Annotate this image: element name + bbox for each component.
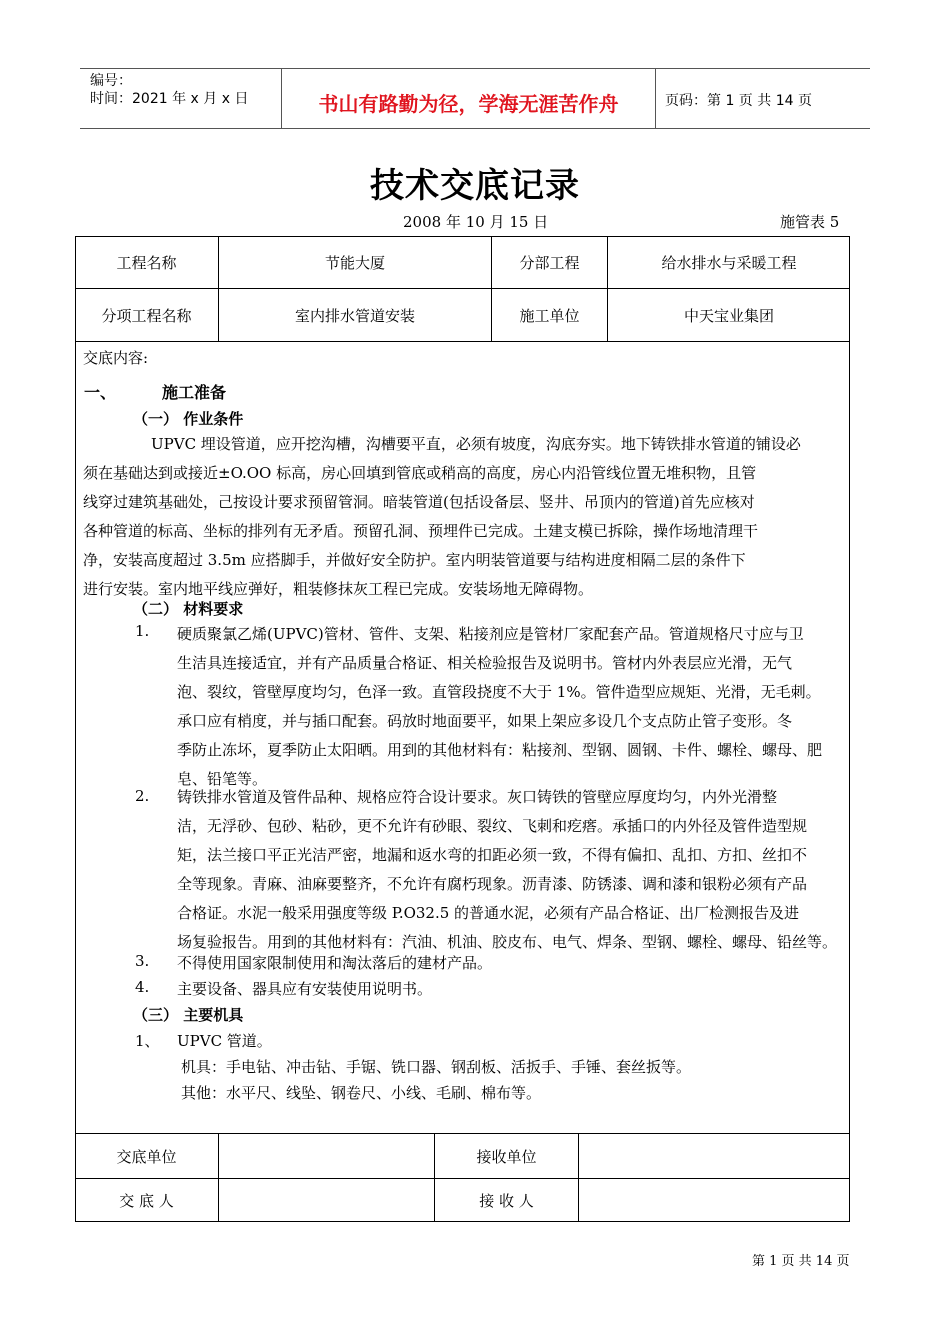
paragraph-line: 合格证。水泥一般采用强度等级 P.O32.5 的普通水泥，必须有产品合格证、出厂检测报告及进 [177, 904, 800, 922]
header-motto: 书山有路勤为径，学海无涯苦作舟 [318, 92, 619, 116]
paragraph-line: 洁，无浮砂、包砂、粘砂，更不允许有砂眼、裂纹、飞刺和疙瘩。承插口的内外径及管件造型规 [177, 817, 808, 835]
list-number: 2. [135, 787, 150, 805]
header-time: 时间：2021 年 x 月 x 日 [90, 91, 249, 107]
construction-unit-label: 施工单位 [519, 306, 580, 325]
subsection-title: （二） 材料要求 [133, 600, 244, 618]
project-name-value: 节能大厦 [324, 254, 385, 272]
paragraph-line: 皂、铅笔等。 [177, 770, 268, 788]
document-date: 2008 年 10 月 15 日 [403, 213, 549, 231]
material-item: 不得使用国家限制使用和淘汰落后的建材产品。 [177, 954, 493, 972]
paragraph-line: 硬质聚氯乙烯(UPVC)管材、管件、支架、粘接剂应是管材厂家配套产品。管道规格尺寸应与卫 [177, 625, 804, 643]
division-label: 分部工程 [519, 254, 580, 272]
header-divider [655, 68, 656, 128]
paragraph-line: 生洁具连接适宜，并有产品质量合格证、相关检验报告及说明书。管材内外表层应光滑，无气 [177, 654, 793, 672]
paragraph-line: 各种管道的标高、坐标的排列有无矛盾。预留孔洞、预埋件已完成。土建支模已拆除，操作场地清理干 [83, 522, 759, 540]
receiver-label: 接 收 人 [479, 1192, 534, 1210]
header-bottom-rule [80, 128, 870, 129]
header-number: 编号： [90, 73, 132, 89]
receiver-field[interactable] [579, 1179, 849, 1222]
list-number: 1. [135, 622, 150, 640]
paragraph-line: 线穿过建筑基础处，己按设计要求预留管洞。暗装管道(包括设备层、竖井、吊顶内的管道)首先应核对 [83, 493, 755, 511]
receiver-unit-field[interactable] [579, 1134, 849, 1178]
paragraph-line: 进行安装。室内地平线应弹好，粗装修抹灰工程已完成。安装场地无障碍物。 [83, 580, 594, 598]
tools-line: 机具：手电钻、冲击钻、手锯、铣口器、钢刮板、活扳手、手锤、套丝扳等。 [181, 1058, 692, 1076]
list-number: 3. [135, 952, 150, 970]
form-number: 施管表 5 [780, 213, 840, 231]
paragraph-line: 承口应有梢度，并与插口配套。码放时地面要平，如果上架应多设几个支点防止管子变形。冬 [177, 712, 793, 730]
content-label: 交底内容: [83, 349, 149, 367]
giver-unit-field[interactable] [219, 1134, 434, 1178]
list-number: 1、 [135, 1032, 160, 1050]
subsection-title: （一） 作业条件 [133, 410, 244, 428]
subsection-title: （三） 主要机具 [133, 1006, 244, 1024]
paragraph-line: 净，安装高度超过 3.5m 应搭脚手，并做好安全防护。室内明装管道要与结构进度相隔二层的条件下 [83, 551, 746, 569]
table-rule [75, 341, 850, 342]
material-item: 主要设备、器具应有安装使用说明书。 [177, 980, 433, 998]
subitem-label: 分项工程名称 [101, 306, 192, 325]
work-conditions-paragraph [83, 430, 843, 604]
subitem-value: 室内排水管道安装 [294, 306, 415, 325]
paragraph-line: UPVC 埋设管道，应开挖沟槽，沟槽要平直，必须有坡度，沟底夯实。地下铸铁排水管道的铺设必 [151, 435, 801, 453]
material-item [177, 783, 843, 957]
paragraph-line: 场复验报告。用到的其他材料有：汽油、机油、胶皮布、电气、焊条、型钢、螺栓、螺母、铅丝等。 [177, 933, 838, 951]
paragraph-line: 泡、裂纹，管壁厚度均匀，色泽一致。直管段挠度不大于 1%。管件造型应规矩、光滑，无毛刺。 [177, 683, 821, 701]
paragraph-line: 矩，法兰接口平正光洁严密，地漏和返水弯的扣距必须一致，不得有偏扣、乱扣、方扣、丝扣不 [177, 846, 808, 864]
paragraph-line: 全等现象。青麻、油麻要整齐，不允许有腐朽现象。沥青漆、防锈漆、调和漆和银粉必须有产品 [177, 875, 808, 893]
receiver-unit-label: 接收单位 [476, 1147, 537, 1166]
header-page-number: 页码：第 1 页 共 14 页 [665, 93, 812, 109]
document-title: 技术交底记录 [370, 166, 580, 206]
paragraph-line: 须在基础达到或接近±O.OO 标高，房心回填到管底或稍高的高度，房心内沿管线位置无堆积物，且管 [83, 464, 757, 482]
paragraph-line: 铸铁排水管道及管件品种、规格应符合设计要求。灰口铸铁的管壁应厚度均匀，内外光滑整 [177, 788, 778, 806]
header-top-rule [80, 68, 870, 69]
paragraph-line: 季防止冻坏，夏季防止太阳晒。用到的其他材料有：粘接剂、型钢、圆钢、卡件、螺栓、螺母、肥 [177, 741, 823, 759]
section-number: 一、 [84, 383, 117, 402]
section-title: 施工准备 [162, 383, 227, 402]
giver-label: 交 底 人 [119, 1192, 174, 1210]
construction-unit-value: 中天宝业集团 [683, 306, 774, 325]
division-value: 给水排水与采暖工程 [661, 254, 797, 272]
project-name-label: 工程名称 [116, 254, 177, 272]
giver-field[interactable] [219, 1179, 434, 1222]
material-item [177, 620, 843, 794]
footer-page-number: 第 1 页 共 14 页 [752, 1254, 850, 1269]
giver-unit-label: 交底单位 [116, 1147, 177, 1166]
tools-item: UPVC 管道。 [177, 1032, 272, 1050]
tools-line: 其他：水平尺、线坠、钢卷尺、小线、毛刷、棉布等。 [181, 1084, 542, 1102]
list-number: 4. [135, 978, 150, 996]
